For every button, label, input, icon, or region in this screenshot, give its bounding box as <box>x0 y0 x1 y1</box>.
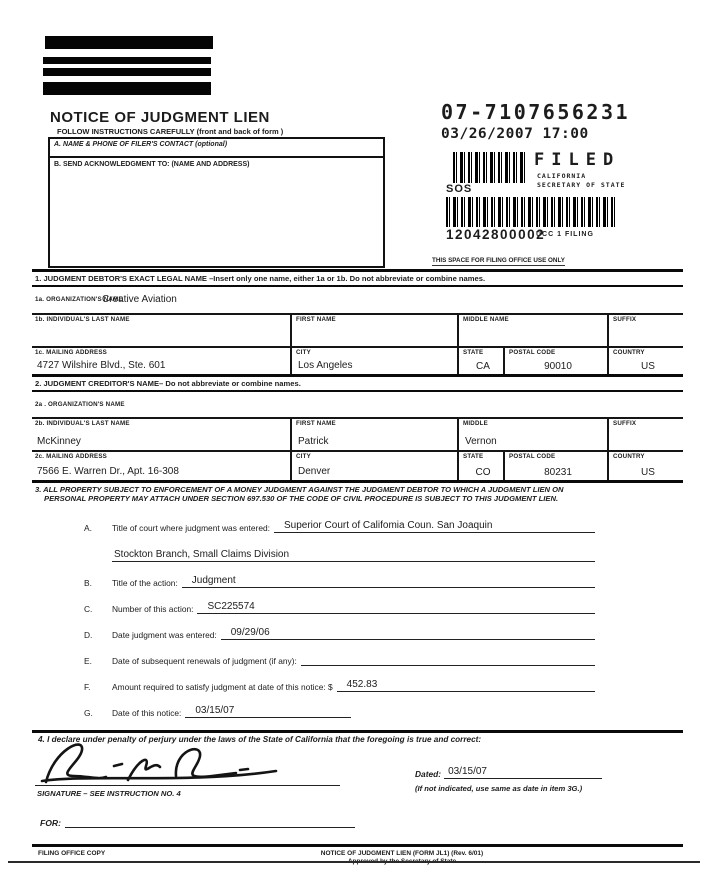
item-c-label: Number of this action: <box>112 604 194 614</box>
filed-stamp: FILED <box>534 150 621 170</box>
item-d-label: Date judgment was entered: <box>112 630 217 640</box>
bottom-rule <box>8 861 700 863</box>
form-body <box>32 269 683 866</box>
redaction-bar <box>43 57 211 64</box>
creditor-country-value: US <box>641 467 655 478</box>
item-g-value: 03/15/07 <box>195 705 235 716</box>
item-d-value: 09/29/06 <box>230 627 270 638</box>
redaction-bar <box>43 82 211 95</box>
creditor-last-label: 2b. INDIVIDUAL'S LAST NAME <box>35 420 130 427</box>
item-a2-line <box>112 547 595 562</box>
dated-label: Dated: <box>415 769 442 779</box>
item-a2-value: Stockton Branch, Small Claims Division <box>114 549 290 560</box>
redaction-bar <box>45 36 213 49</box>
filed-org-line2: SECRETARY OF STATE <box>537 180 626 189</box>
section3-header <box>32 480 683 503</box>
sos-barcode <box>453 152 525 183</box>
item-c-letter: C. <box>84 604 93 614</box>
item-c-line <box>197 599 595 614</box>
section2-header: 2. JUDGMENT CREDITOR'S NAME– Do not abbreviate or combine names. <box>32 374 683 392</box>
creditor-address-value: 7566 E. Warren Dr., Apt. 16-308 <box>37 466 179 477</box>
item-b <box>84 573 595 588</box>
item-d-line <box>221 625 595 640</box>
footer-form-id-line1: NOTICE OF JUDGMENT LIEN (FORM JL1) (Rev. 6/01) <box>320 850 484 857</box>
item-b-value: Judgment <box>191 575 236 586</box>
debtor-org-row <box>32 287 683 313</box>
for-row <box>40 814 683 828</box>
filing-datetime: 03/26/2007 17:00 <box>441 126 589 142</box>
redaction-bar <box>43 68 211 76</box>
creditor-state-value: CO <box>475 467 491 478</box>
debtor-state-label: STATE <box>463 349 484 356</box>
creditor-middle-label: MIDDLE <box>463 420 488 427</box>
item-b-label: Title of the action: <box>112 578 178 588</box>
creditor-postal-value: 80231 <box>544 467 572 478</box>
debtor-postal-value: 90010 <box>544 361 572 372</box>
item-c-value: SC225574 <box>207 601 255 612</box>
filer-contact-box <box>48 137 385 268</box>
filing-barcode <box>446 197 618 227</box>
creditor-country-label: COUNTRY <box>613 453 645 460</box>
signature-line <box>35 785 340 786</box>
creditor-org-row <box>32 392 683 417</box>
filing-office-space-note: THIS SPACE FOR FILING OFFICE USE ONLY <box>432 257 565 264</box>
filing-type-label: UCC 1 FILING <box>536 231 594 238</box>
debtor-address-value: 4727 Wilshire Blvd., Ste. 601 <box>37 360 166 371</box>
item-f-label: Amount required to satisfy judgment at date of this notice: $ <box>112 682 333 692</box>
item-g-letter: G. <box>84 708 93 718</box>
creditor-state-label: STATE <box>463 453 484 460</box>
item-e-line <box>301 651 595 666</box>
section3-header-line1: 3. ALL PROPERTY SUBJECT TO ENFORCEMENT OF A MONEY JUDGMENT AGAINST THE JUDGMENT DEBTOR TO WHICH A JUDGMENT LIEN ON <box>35 485 564 494</box>
debtor-address-label: 1c. MAILING ADDRESS <box>35 349 107 356</box>
for-line <box>65 814 355 828</box>
form-title: NOTICE OF JUDGMENT LIEN <box>50 109 270 126</box>
dated-row <box>415 764 602 779</box>
creditor-middle-value: Vernon <box>465 436 497 447</box>
creditor-city-value: Denver <box>298 466 331 477</box>
creditor-org-label: 2a . ORGANIZATION'S NAME <box>35 401 125 408</box>
debtor-postal-label: POSTAL CODE <box>509 349 556 356</box>
section3-items <box>32 503 683 718</box>
section1-header: 1. JUDGMENT DEBTOR'S EXACT LEGAL NAME –Insert only one name, either 1a or 1b. Do not abbreviate or combine names. <box>32 269 683 287</box>
debtor-state-value: CA <box>476 361 490 372</box>
creditor-city-label: CITY <box>296 453 311 460</box>
dated-line <box>444 764 602 779</box>
item-f <box>84 677 595 692</box>
creditor-suffix-label: SUFFIX <box>613 420 637 427</box>
debtor-middle-label: MIDDLE NAME <box>463 316 509 323</box>
item-a <box>84 518 595 533</box>
item-a-continued <box>112 547 595 562</box>
item-a-label: Title of court where judgment was entered: <box>112 523 270 533</box>
dated-note: (If not indicated, use same as date in item 3G.) <box>415 784 583 793</box>
filed-org-line1: CALIFORNIA <box>537 172 587 180</box>
debtor-country-label: COUNTRY <box>613 349 645 356</box>
item-a-line <box>274 518 595 533</box>
filing-barcode-number: 12042800002 <box>446 227 546 242</box>
item-g-label: Date of this notice: <box>112 708 182 718</box>
creditor-last-value: McKinney <box>37 436 81 447</box>
creditor-first-value: Patrick <box>298 436 329 447</box>
filer-contact-label: A. NAME & PHONE OF FILER'S CONTACT (optional) <box>50 139 383 158</box>
item-b-letter: B. <box>84 578 92 588</box>
send-acknowledgment-label: B. SEND ACKNOWLEDGMENT TO: (NAME AND ADDRESS) <box>54 161 250 168</box>
item-e-letter: E. <box>84 656 92 666</box>
signature-label: SIGNATURE – SEE INSTRUCTION NO. 4 <box>37 789 181 798</box>
item-f-line <box>337 677 595 692</box>
creditor-address-label: 2c. MAILING ADDRESS <box>35 453 107 460</box>
item-g <box>84 703 595 718</box>
debtor-org-value: Creative Aviation <box>102 294 177 305</box>
debtor-first-label: FIRST NAME <box>296 316 336 323</box>
dated-value: 03/15/07 <box>448 766 487 777</box>
footer-form-id <box>282 850 522 866</box>
filed-org <box>537 172 625 189</box>
section3-header-line2: PERSONAL PROPERTY MAY ATTACH UNDER SECTION 697.530 OF THE CODE OF CIVIL PROCEDURE IS SUBJECT TO THIS JUDGMENT LIEN. <box>44 494 559 503</box>
filing-number: 07-7107656231 <box>441 100 631 124</box>
debtor-address-row <box>32 346 683 374</box>
item-g-line <box>185 703 351 718</box>
signature-area <box>32 744 683 804</box>
debtor-individual-row <box>32 313 683 346</box>
item-d-letter: D. <box>84 630 93 640</box>
creditor-postal-label: POSTAL CODE <box>509 453 556 460</box>
debtor-country-value: US <box>641 361 655 372</box>
form-subtitle: FOLLOW INSTRUCTIONS CAREFULLY (front and back of form ) <box>57 127 284 136</box>
item-d <box>84 625 595 640</box>
item-e-label: Date of subsequent renewals of judgment (if any): <box>112 656 297 666</box>
item-f-letter: F. <box>84 682 91 692</box>
section4-declaration: 4. I declare under penalty of perjury under the laws of the State of California that the foregoing is true and correct: <box>32 730 683 744</box>
creditor-first-label: FIRST NAME <box>296 420 336 427</box>
creditor-individual-row <box>32 417 683 450</box>
creditor-address-row <box>32 450 683 480</box>
footer-copy-label: FILING OFFICE COPY <box>38 850 106 857</box>
for-label: FOR: <box>40 818 62 828</box>
item-a-value: Superior Court of Califomia Coun. San Joaquin <box>283 520 493 531</box>
debtor-city-label: CITY <box>296 349 311 356</box>
sos-label: SOS <box>446 183 473 195</box>
item-c <box>84 599 595 614</box>
item-a-letter: A. <box>84 523 92 533</box>
item-f-value: 452.83 <box>346 679 378 690</box>
item-b-line <box>182 573 595 588</box>
debtor-suffix-label: SUFFIX <box>613 316 637 323</box>
item-e <box>84 651 595 666</box>
debtor-org-label: 1a. ORGANIZATION'S NAME <box>35 296 123 303</box>
debtor-city-value: Los Angeles <box>298 360 353 371</box>
debtor-last-label: 1b. INDIVIDUAL'S LAST NAME <box>35 316 130 323</box>
